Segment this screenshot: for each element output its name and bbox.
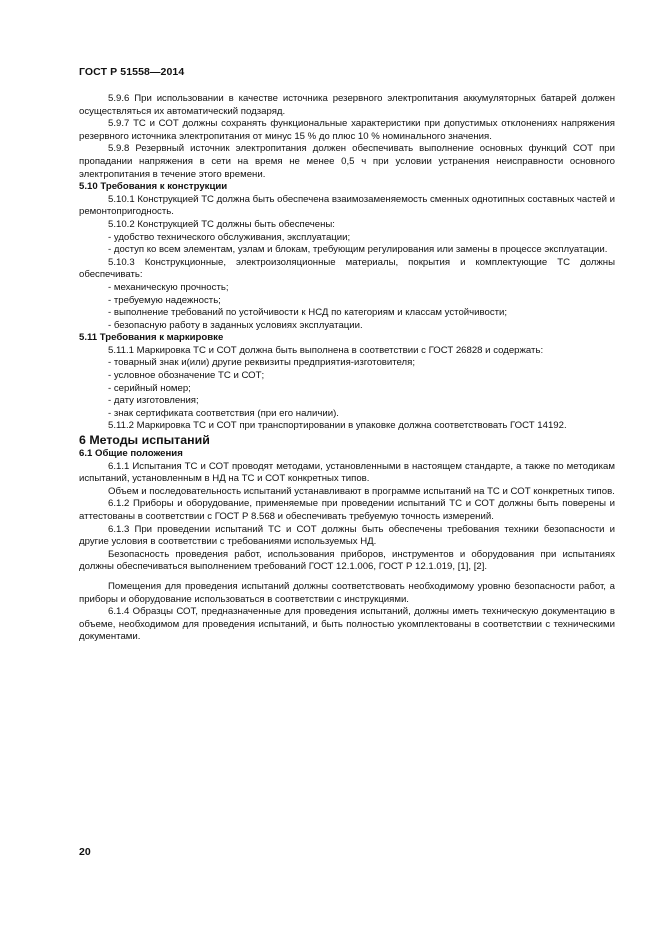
paragraph-5-10-1: 5.10.1 Конструкцией ТС должна быть обеспечена взаимозаменяемость сменных однотипных составных частей и ремонтопригодность. xyxy=(79,193,615,218)
paragraph-6-1-3b: Безопасность проведения работ, использования приборов, инструментов и оборудования при испытаниях должны обеспечиваться выполнением требований ГОСТ 12.1.006, ГОСТ Р 12.1.019, [1], [2]. xyxy=(79,548,615,573)
document-body xyxy=(79,93,615,644)
paragraph-5-9-7: 5.9.7 ТС и СОТ должны сохранять функциональные характеристики при допустимых отклонениях напряжения резервного источника электропитания от минус 15 % до плюс 10 % номинального значения. xyxy=(79,118,615,142)
paragraph-5-10-3: 5.10.3 Конструкционные, электроизоляционные материалы, покрытия и комплектующие ТС должны обеспечивать: xyxy=(79,256,615,281)
paragraph-5-9-8: 5.9.8 Резервный источник электропитания должен обеспечивать выполнение основных функций СОТ при пропадании напряжения в сети на время не менее 0,5 ч при условии устранения неисправности основного электропитания в течение этого времени. xyxy=(79,143,615,180)
page-number: 20 xyxy=(79,846,91,858)
section-heading-6: 6 Методы испытаний xyxy=(79,433,210,448)
paragraph-5-11-2: 5.11.2 Маркировка ТС и СОТ при транспортировании в упаковке должна соответствовать ГОСТ 14192. xyxy=(108,420,567,432)
paragraph-5-10-2: 5.10.2 Конструкцией ТС должны быть обеспечены: xyxy=(108,218,335,230)
list-item: - серийный номер; xyxy=(108,382,191,394)
list-item: - знак сертификата соответствия (при его наличии). xyxy=(108,407,339,419)
list-item: - выполнение требований по устойчивости к НСД по категориям и классам устойчивости; xyxy=(108,307,508,319)
paragraph-gap xyxy=(79,574,615,581)
paragraph-6-1-3: 6.1.3 При проведении испытаний ТС и СОТ должны быть обеспечены требования техники безопасности и другие условия в соответствии с требованиями используемых НД. xyxy=(79,523,615,548)
paragraph-6-1-3c: Помещения для проведения испытаний должны соответствовать необходимому уровню безопасности работ, а приборы и оборудование использоваться в соответствии с инструкциями. xyxy=(79,580,615,605)
paragraph-5-11-1: 5.11.1 Маркировка ТС и СОТ должна быть выполнена в соответствии с ГОСТ 26828 и содержать: xyxy=(108,344,544,356)
heading-5-10: 5.10 Требования к конструкции xyxy=(79,181,228,193)
paragraph-6-1-1: 6.1.1 Испытания ТС и СОТ проводят методами, установленными в настоящем стандарте, а также по методикам испытаний, установленным в НД на ТС и СОТ конкретных типов. xyxy=(79,460,615,485)
list-item: - механическую прочность; xyxy=(108,281,229,293)
list-item: - дату изготовления; xyxy=(108,395,199,407)
paragraph-6-1-2: 6.1.2 Приборы и оборудование, применяемые при проведении испытаний ТС и СОТ должны быть поверены и аттестованы в соответствии с ГОСТ Р 8.568 и обеспечивать требуемую точность измерений. xyxy=(79,498,615,522)
list-item: - требуемую надежность; xyxy=(108,294,221,306)
list-item: - условное обозначение ТС и СОТ; xyxy=(108,370,265,382)
document-header: ГОСТ Р 51558—2014 xyxy=(79,66,185,78)
list-item: - доступ ко всем элементам, узлам и блокам, требующим регулирования или замены в процессе эксплуатации. xyxy=(108,244,608,256)
list-item: - товарный знак и(или) другие реквизиты предприятия-изготовителя; xyxy=(108,357,415,369)
list-item: - удобство технического обслуживания, эксплуатации; xyxy=(108,231,351,243)
list-item: - безопасную работу в заданных условиях эксплуатации. xyxy=(108,319,363,331)
heading-6-1: 6.1 Общие положения xyxy=(79,448,183,460)
paragraph-5-9-6: 5.9.6 При использовании в качестве источника резервного электропитания аккумуляторных батарей должен осуществляться их автоматический подзаряд. xyxy=(79,93,615,117)
paragraph-6-1-1b: Объем и последовательность испытаний устанавливают в программе испытаний на ТС и СОТ конкретных типов. xyxy=(108,485,615,497)
heading-5-11: 5.11 Требования к маркировке xyxy=(79,332,224,344)
paragraph-6-1-4: 6.1.4 Образцы СОТ, предназначенные для проведения испытаний, должны иметь техническую документацию в объеме, необходимом для проведения испытаний, и быть полностью укомплектованы в соответствии с техническими документами. xyxy=(79,606,615,643)
